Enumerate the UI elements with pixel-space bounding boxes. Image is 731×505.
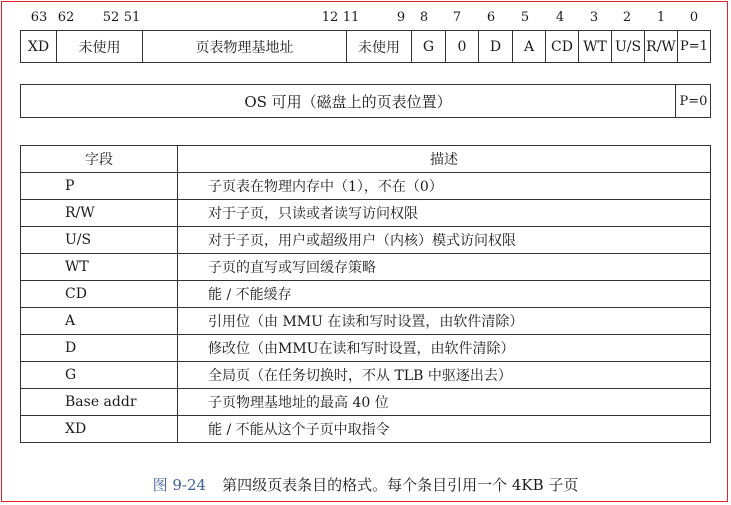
figure-number: 图 9-24 — [152, 476, 207, 494]
field-xd: XD — [27, 38, 50, 55]
field-description: 对于子页，只读或者读写访问权限 — [178, 200, 711, 227]
field-description: 能 / 不能缓存 — [178, 281, 711, 308]
field-name: U/S — [21, 227, 178, 254]
table-row — [21, 308, 711, 335]
page-table-entry-format — [20, 30, 711, 63]
bit-number: 0 — [689, 10, 699, 25]
bit-number: 52 — [102, 10, 120, 25]
bit-number: 63 — [30, 10, 48, 25]
field-description: 对于子页，用户或超级用户（内核）模式访问权限 — [178, 227, 711, 254]
field-base-address: 页表物理基地址 — [142, 31, 346, 62]
absent-entry-format — [20, 84, 711, 118]
table-row — [21, 173, 711, 200]
figure-caption — [0, 474, 731, 495]
field-name: WT — [21, 254, 178, 281]
field-name: R/W — [21, 200, 178, 227]
field-not-present: P=0 — [675, 85, 711, 117]
bit-number: 2 — [622, 10, 632, 25]
table-header-row — [21, 146, 711, 173]
bit-number: 4 — [555, 10, 565, 25]
field-wt: WT — [578, 31, 611, 62]
field-d: D — [478, 31, 512, 62]
field-name: P — [21, 173, 178, 200]
bit-number: 3 — [589, 10, 599, 25]
bit-number: 6 — [486, 10, 496, 25]
bit-number: 1 — [656, 10, 666, 25]
figure-caption-text: 第四级页表条目的格式。每个条目引用一个 4KB 子页 — [222, 476, 579, 494]
field-cd: CD — [545, 31, 578, 62]
field-name: CD — [21, 281, 178, 308]
table-row — [21, 200, 711, 227]
field-description: 子页的直写或写回缓存策略 — [178, 254, 711, 281]
bit-number-row — [0, 10, 731, 26]
table-row — [21, 335, 711, 362]
field-name: A — [21, 308, 178, 335]
field-description: 子页物理基地址的最高 40 位 — [178, 389, 711, 416]
field-unused-high: 未使用 — [56, 31, 142, 62]
table-row — [21, 362, 711, 389]
field-unused-low: 未使用 — [346, 31, 411, 62]
field-description: 全局页（在任务切换时，不从 TLB 中驱逐出去） — [178, 362, 711, 389]
table-row — [21, 227, 711, 254]
field-present: P=1 — [677, 31, 710, 62]
field-description-table — [20, 145, 711, 443]
field-rw: R/W — [644, 31, 677, 62]
bit-number: 9 — [396, 10, 406, 25]
column-header-field: 字段 — [21, 146, 178, 173]
table-row — [21, 416, 711, 443]
bit-number: 5 — [520, 10, 530, 25]
field-zero: 0 — [445, 31, 478, 62]
bit-number: 11 — [342, 10, 360, 25]
bit-number: 8 — [419, 10, 429, 25]
field-us: U/S — [611, 31, 644, 62]
field-description: 能 / 不能从这个子页中取指令 — [178, 416, 711, 443]
table-row — [21, 254, 711, 281]
field-name: D — [21, 335, 178, 362]
table-row — [21, 281, 711, 308]
column-header-description: 描述 — [178, 146, 711, 173]
os-available-field: OS 可用（磁盘上的页表位置） — [244, 92, 452, 111]
field-description: 引用位（由 MMU 在读和写时设置，由软件清除） — [178, 308, 711, 335]
field-name: G — [21, 362, 178, 389]
field-a: A — [512, 31, 545, 62]
field-name: XD — [21, 416, 178, 443]
field-description: 修改位（由MMU在读和写时设置，由软件清除） — [178, 335, 711, 362]
table-row — [21, 389, 711, 416]
field-description: 子页表在物理内存中（1），不在（0） — [178, 173, 711, 200]
bit-number: 7 — [452, 10, 462, 25]
bit-number: 62 — [57, 10, 75, 25]
field-name: Base addr — [21, 389, 178, 416]
bit-number: 12 — [321, 10, 339, 25]
bit-number: 51 — [123, 10, 141, 25]
field-g: G — [411, 31, 445, 62]
